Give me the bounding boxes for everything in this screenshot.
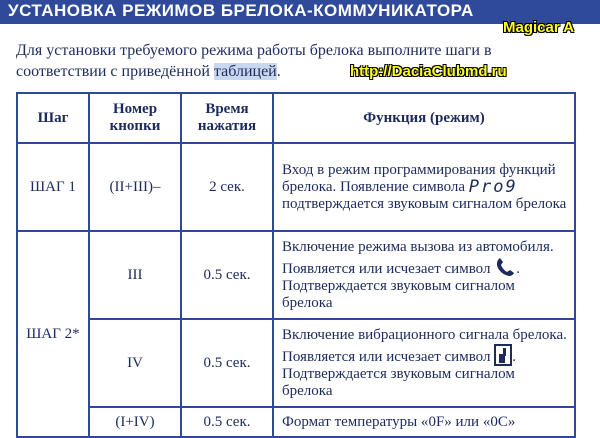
intro-line-2-start: соответствии с приведённой	[16, 63, 214, 80]
button-cell: (I+IV)	[89, 407, 181, 437]
function-text-end: . Подтверждается звуковым сигналом брелока	[282, 260, 520, 311]
function-text: Вход в режим программирования функций брелока. Появление символа	[282, 161, 556, 195]
table-row	[17, 143, 575, 231]
step-cell: ШАГ 1	[17, 143, 89, 231]
step-cell: ШАГ 2*	[17, 231, 89, 437]
time-cell: 0.5 сек.	[181, 407, 273, 437]
intro-line-1: Для установки требуемого режима работы брелока выполните шаги в	[16, 42, 492, 59]
header-button-line2: кнопки	[109, 118, 161, 134]
function-cell	[273, 231, 575, 319]
unit-celsius: 0C	[490, 413, 508, 430]
header-button-line1: Номер	[112, 101, 158, 117]
function-cell	[273, 143, 575, 231]
table-header-row	[17, 93, 575, 143]
vibration-icon	[494, 344, 512, 366]
header-step: Шаг	[17, 93, 89, 143]
page-title: УСТАНОВКА РЕЖИМОВ БРЕЛОКА-КОММУНИКАТОРА	[8, 1, 474, 20]
prog-symbol: Pro9	[468, 176, 518, 197]
table-row	[17, 231, 575, 319]
function-text-end: . Подтверждается звуковым сигналом брелока	[282, 348, 516, 399]
time-cell: 0.5 сек.	[181, 231, 273, 319]
function-text-end: »	[507, 413, 516, 430]
button-cell: (II+III)–	[89, 143, 181, 231]
intro-highlight: таблицей	[213, 63, 277, 80]
function-cell	[273, 407, 575, 437]
modes-table	[16, 92, 576, 438]
header-time	[181, 93, 273, 143]
function-cell	[273, 319, 575, 407]
button-cell: III	[89, 231, 181, 319]
header-function: Функция (режим)	[273, 93, 575, 143]
function-text: Формат температуры «	[282, 413, 429, 430]
time-cell: 0.5 сек.	[181, 319, 273, 407]
table-row	[17, 319, 575, 407]
phone-icon	[494, 256, 516, 278]
function-text-mid: » или «	[444, 413, 491, 430]
header-time-line1: Время	[205, 101, 249, 117]
button-cell: IV	[89, 319, 181, 407]
header-time-line2: нажатия	[197, 118, 257, 134]
watermark-brand: Magicar A	[503, 19, 575, 36]
function-text-end: подтверждается звуковым сигналом брелока	[282, 195, 567, 212]
time-cell: 2 сек.	[181, 143, 273, 231]
function-text: Включение режима вызова из автомобиля. Появляется или исчезает символ	[282, 238, 554, 277]
unit-fahrenheit: 0F	[428, 413, 445, 430]
intro-line-2-end: .	[276, 63, 281, 80]
watermark-url: http://DaciaClubmd.ru	[350, 63, 507, 80]
function-text: Включение вибрационного сигнала брелока. Появляется или исчезает символ	[282, 326, 567, 365]
table-row	[17, 407, 575, 437]
header-button	[89, 93, 181, 143]
